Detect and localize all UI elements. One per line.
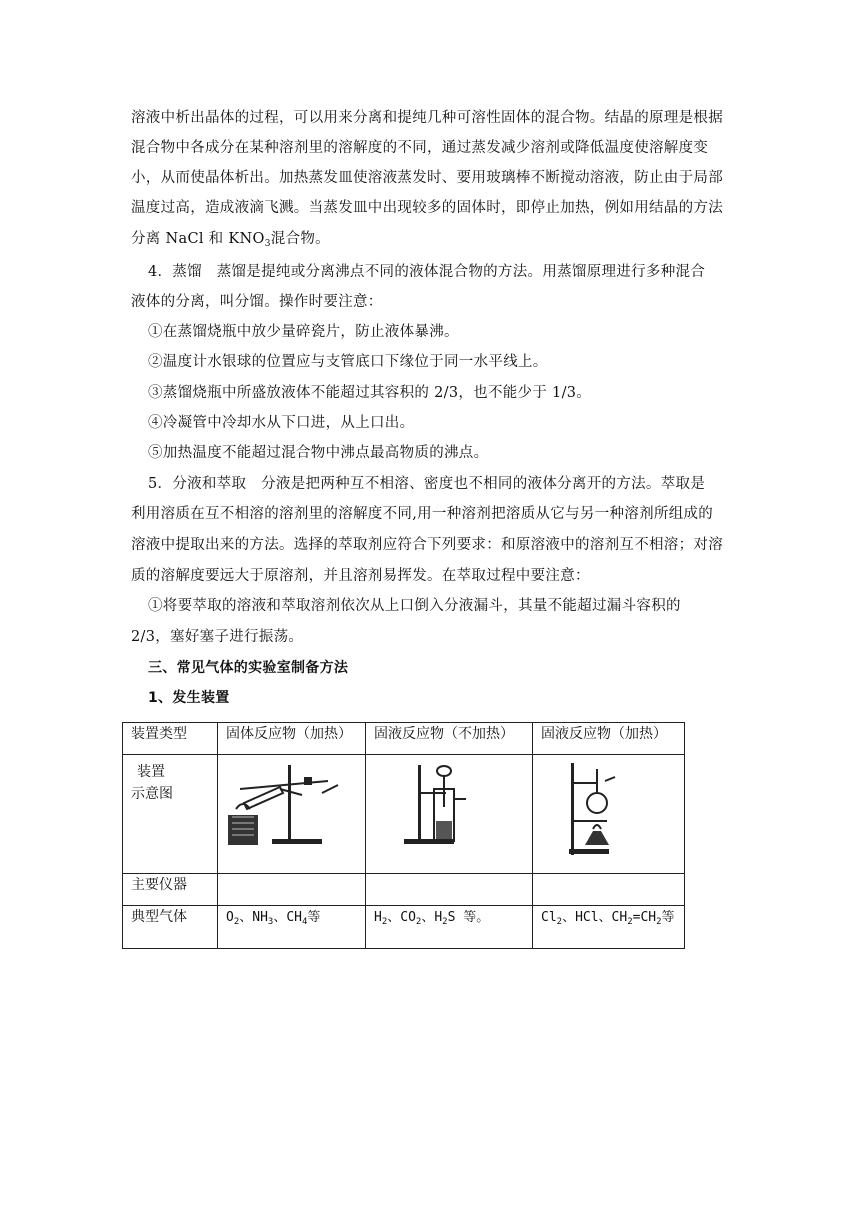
crystallization-line-5b: 混合物。	[270, 231, 330, 247]
instruments-cell-2	[366, 874, 533, 906]
diagram-cell-3	[533, 755, 685, 874]
gas1-b: 、NH	[239, 910, 268, 925]
gas-cell-2	[366, 906, 533, 949]
gas3-b: 、HCl、CH	[562, 910, 628, 925]
gas1-d: 等	[307, 910, 321, 925]
distillation-note-2: ②温度计水银球的位置应与支管底口下缘位于同一水平线上。	[148, 354, 548, 370]
diagram-label-line-1: 装置	[137, 764, 165, 780]
header-solid-heat: 固体反应物（加热）	[218, 723, 366, 755]
extraction-note-1b: 2/3，塞好塞子进行振荡。	[131, 629, 304, 645]
crystallization-line-2: 混合物中各成分在某种溶剂里的溶解度的不同，通过蒸发减少溶剂或降低温度使溶解度变	[131, 140, 709, 156]
diagram-label-cell	[123, 755, 218, 874]
solid-liquid-apparatus-icon	[366, 759, 532, 859]
solid-liquid-heating-apparatus-icon	[533, 759, 684, 859]
diagram-cell-2	[366, 755, 533, 874]
distillation-line-1: 4．蒸馏 蒸馏是提纯或分离沸点不同的液体混合物的方法。用蒸馏原理进行多种混合	[148, 264, 706, 280]
gas1-c-sub: 4	[301, 917, 308, 927]
solid-heating-apparatus-icon	[218, 759, 365, 859]
crystallization-line-3: 小，从而使晶体析出。加热蒸发皿使溶液蒸发时、要用玻璃棒不断搅动溶液，防止由于局部	[131, 170, 723, 186]
gas2-a-sub: 2	[381, 917, 388, 927]
extraction-line-2: 利用溶质在互不相溶的溶剂里的溶解度不同,用一种溶剂把溶质从它与另一种溶剂所组成的	[131, 506, 714, 522]
gas3-a-sub: 2	[556, 917, 563, 927]
section-3-heading: 三、常见气体的实验室制备方法	[148, 660, 349, 676]
crystallization-line-1: 溶液中析出晶体的过程，可以用来分离和提纯几种可溶性固体的混合物。结晶的原理是根据	[131, 110, 723, 126]
gas2-d: S 等。	[447, 910, 490, 925]
gas2-b-sub: 2	[415, 917, 422, 927]
crystallization-line-5	[131, 229, 731, 249]
diagram-cell-1	[218, 755, 366, 874]
gas1-c: 、CH	[273, 910, 302, 925]
header-solid-liquid-noheat: 固液反应物（不加热）	[366, 723, 533, 755]
table-header-row	[123, 723, 685, 755]
gas1-a: O	[226, 910, 234, 925]
gas3-c-sub: 2	[656, 917, 662, 927]
gas1-a-sub: 2	[233, 917, 240, 927]
distillation-note-1: ①在蒸馏烧瓶中放少量碎瓷片，防止液体暴沸。	[148, 324, 459, 340]
distillation-note-3: ③蒸馏烧瓶中所盛放液体不能超过其容积的 2/3，也不能少于 1/3。	[148, 385, 592, 401]
distillation-note-4: ④冷凝管中冷却水从下口进，从上口出。	[148, 415, 415, 431]
apparatus-table	[122, 722, 685, 949]
section-3-subheading: 1、发生装置	[148, 690, 230, 706]
gas-cell-1	[218, 906, 366, 949]
diagram-label-line-2: 示意图	[131, 786, 173, 802]
instruments-label: 主要仪器	[123, 874, 218, 906]
distillation-note-5: ⑤加热温度不能超过混合物中沸点最高物质的沸点。	[148, 445, 489, 461]
gas3-d: 等	[661, 910, 675, 925]
extraction-line-1: 5．分液和萃取 分液是把两种互不相溶、密度也不相同的液体分离开的方法。萃取是	[148, 476, 706, 492]
gas1-b-sub: 3	[267, 917, 274, 927]
gas2-a: H	[374, 910, 382, 925]
extraction-line-3: 溶液中提取出来的方法。选择的萃取剂应符合下列要求：和原溶液中的溶剂互不相溶；对溶	[131, 537, 723, 553]
distillation-line-2: 液体的分离，叫分馏。操作时要注意：	[131, 294, 383, 310]
gas2-b: 、CO	[387, 910, 416, 925]
gas2-c: 、H	[421, 910, 443, 925]
gas3-c: =CH	[632, 910, 657, 925]
gas2-c-sub: 2	[442, 917, 448, 927]
gas-cell-3	[533, 906, 685, 949]
instruments-cell-3	[533, 874, 685, 906]
gas-label: 典型气体	[123, 906, 218, 949]
gas3-b-sub: 2	[627, 917, 633, 927]
header-type: 装置类型	[123, 723, 218, 755]
table-instruments-row	[123, 874, 685, 906]
gas3-a: Cl	[541, 910, 557, 925]
crystallization-line-5a: 分离 NaCl 和 KNO	[131, 231, 265, 247]
extraction-line-4: 质的溶解度要远大于原溶剂，并且溶剂易挥发。在萃取过程中要注意：	[131, 568, 590, 584]
table-gas-row	[123, 906, 685, 949]
kno3-subscript: 3	[264, 239, 271, 249]
instruments-cell-1	[218, 874, 366, 906]
table-diagram-row	[123, 755, 685, 874]
header-solid-liquid-heat: 固液反应物（加热）	[533, 723, 685, 755]
extraction-note-1a: ①将要萃取的溶液和萃取溶剂依次从上口倒入分液漏斗，其量不能超过漏斗容积的	[148, 598, 681, 614]
crystallization-line-4: 温度过高，造成液滴飞溅。当蒸发皿中出现较多的固体时，即停止加热，例如用结晶的方法	[131, 200, 723, 216]
